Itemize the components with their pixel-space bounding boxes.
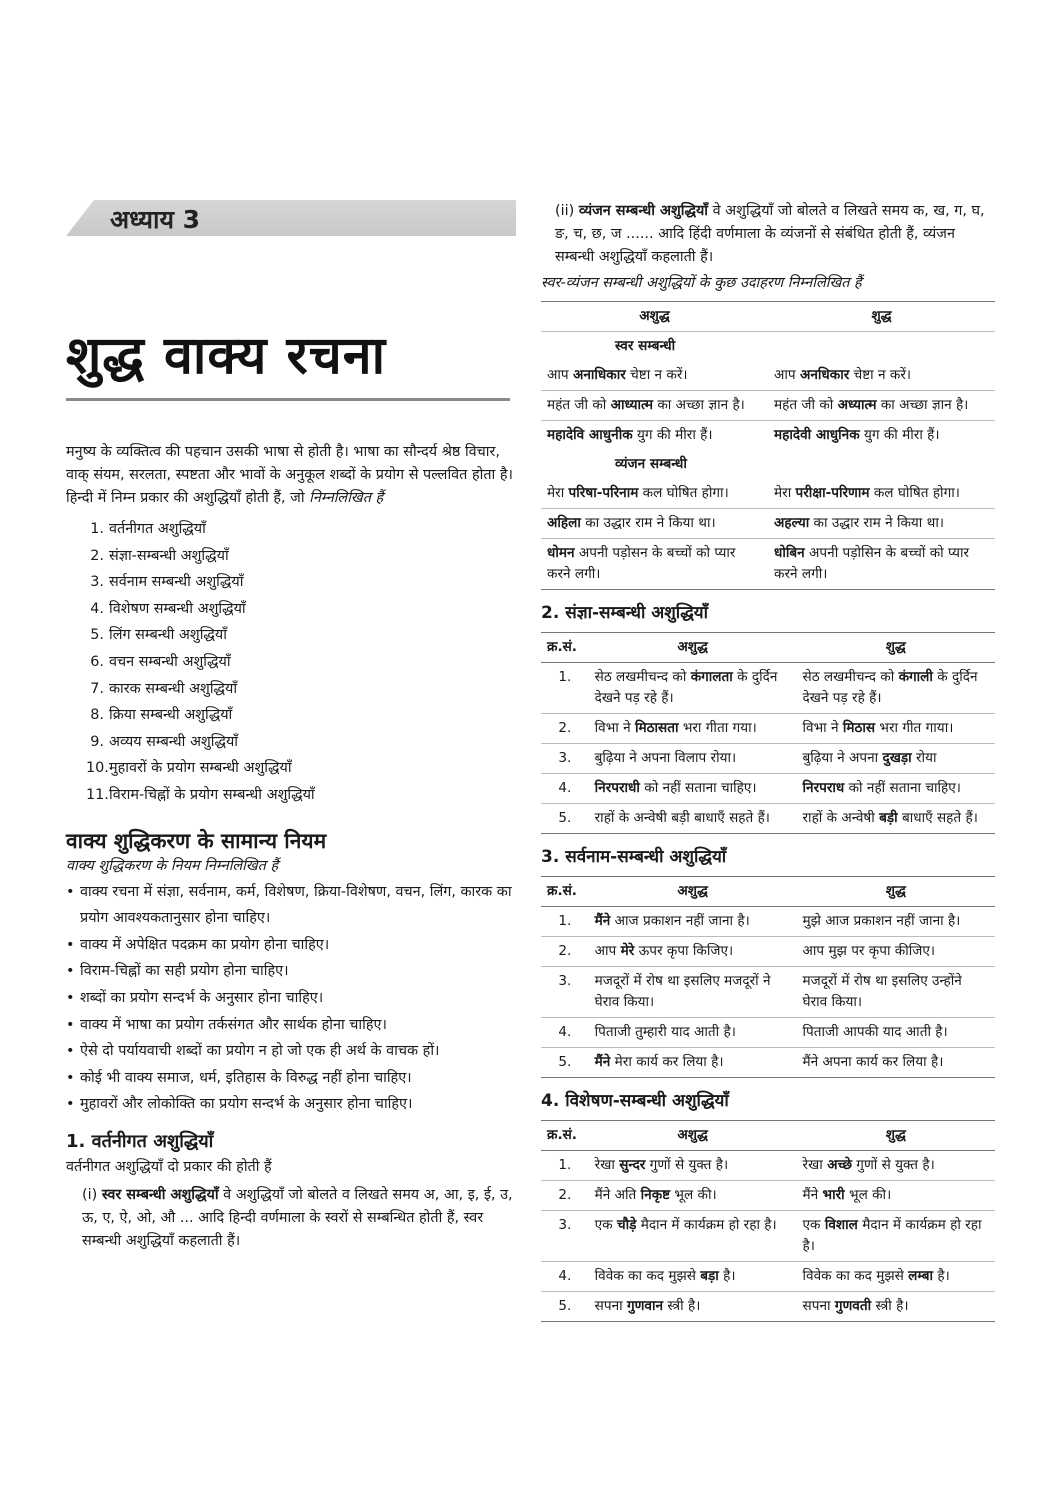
column-header: क्र.सं.	[547, 883, 577, 899]
table-row	[541, 967, 995, 1018]
title-divider	[66, 398, 510, 401]
highlighted-word: बड़ा	[700, 1268, 719, 1284]
wrong-cell: राहों के अन्वेषी बड़ी बाधाएँ सहते हैं।	[594, 810, 770, 826]
table-row	[541, 774, 995, 804]
row-number: 1.	[558, 669, 572, 685]
row-number: 2.	[558, 1187, 572, 1203]
highlighted-word: अनाधिकार	[572, 367, 626, 383]
table-header	[541, 302, 995, 332]
list-item: • मुहावरों और लोकोक्ति का प्रयोग सन्दर्भ के अनुसार होना चाहिए।	[66, 1091, 516, 1118]
table-row	[541, 1048, 995, 1078]
highlighted-word: निरपराध	[802, 780, 845, 796]
highlighted-word: विशाल	[824, 1217, 858, 1233]
correct-cell: एक विशाल मैदान में कार्यक्रम हो रहा है।	[802, 1217, 982, 1254]
list-item: • शब्दों का प्रयोग सन्दर्भ के अनुसार होना चाहिए।	[66, 985, 516, 1012]
list-item: • विराम-चिह्नों का सही प्रयोग होना चाहिए।	[66, 958, 516, 985]
correct-cell: मुझे आज प्रकाशन नहीं जाना है।	[802, 913, 961, 929]
correct-cell: आप अनधिकार चेष्टा न करें।	[774, 367, 912, 383]
row-number: 3.	[558, 973, 572, 989]
highlighted-word: सुन्दर	[619, 1157, 646, 1173]
column-header: क्र.सं.	[547, 639, 577, 655]
column-header: क्र.सं.	[547, 1127, 577, 1143]
wrong-cell: मैंने मेरा कार्य कर लिया है।	[594, 1054, 724, 1070]
item-label: (i)	[82, 1186, 98, 1203]
correct-cell: आप मुझ पर कृपा कीजिए।	[802, 943, 936, 959]
wrong-cell: पिताजी तुम्हारी याद आती है।	[594, 1024, 736, 1040]
wrong-cell: सपना गुणवान स्त्री है।	[594, 1298, 701, 1314]
correct-cell: अहल्या का उद्धार राम ने किया था।	[774, 515, 944, 531]
item-label: (ii)	[555, 203, 575, 219]
highlighted-word: निरपराधी	[594, 780, 640, 796]
correct-cell: मैंने भारी भूल की।	[802, 1187, 892, 1203]
section-heading: 4. विशेषण-सम्बन्धी अशुद्धियाँ	[541, 1091, 729, 1111]
wrong-cell: सेठ लखमीचन्द को कंगालता के दुर्दिन देखने पड़ रहे हैं।	[594, 669, 778, 706]
table-row	[541, 663, 995, 714]
item-term: व्यंजन सम्बन्धी अशुद्धियाँ	[578, 203, 709, 219]
table-row	[541, 391, 995, 421]
correct-cell: सेठ लखमीचन्द को कंगाली के दुर्दिन देखने पड़ रहे हैं।	[802, 669, 978, 706]
consonant-errors-definition	[541, 200, 995, 269]
item-term: स्वर सम्बन्धी अशुद्धियाँ	[101, 1186, 219, 1203]
intro-text: मनुष्य के व्यक्तित्व की पहचान उसकी भाषा से होती है। भाषा का सौन्दर्य श्रेष्ठ विचार, वाक् संयम, सरलता, स्पष्टता और भावों के अनुकूल शब्दों के प्रयोग से पल्लवित होता है। हिन्दी में निम्न प्रकार की अशुद्धियाँ होती हैं, जो	[66, 444, 513, 506]
correct-cell: मेरा परीक्षा-परिणाम कल घोषित होगा।	[774, 485, 960, 501]
table-row	[541, 744, 995, 774]
table-row	[541, 539, 995, 590]
highlighted-word: अध्यात्म	[837, 397, 877, 413]
table-subheader	[541, 332, 995, 362]
wrong-cell: मेरा परिषा-परिनाम कल घोषित होगा।	[547, 485, 729, 501]
wrong-cell: आप मेरे ऊपर कृपा किजिए।	[594, 943, 734, 959]
list-item: 9. अव्यय सम्बन्धी अशुद्धियाँ	[90, 733, 239, 750]
wrong-cell: आप अनाधिकार चेष्टा न करें।	[547, 367, 688, 383]
chapter-label: अध्याय 3	[110, 205, 201, 234]
highlighted-word: भारी	[822, 1187, 845, 1203]
row-number: 4.	[558, 1024, 572, 1040]
list-item: • वाक्य में भाषा का प्रयोग तर्कसंगत और सार्थक होना चाहिए।	[66, 1012, 516, 1039]
list-item: 6. वचन सम्बन्धी अशुद्धियाँ	[90, 653, 231, 670]
list-item: 2. संज्ञा-सम्बन्धी अशुद्धियाँ	[90, 547, 229, 564]
list-item: 4. विशेषण सम्बन्धी अशुद्धियाँ	[90, 600, 246, 617]
wrong-cell: एक चौड़े मैदान में कार्यक्रम हो रहा है।	[594, 1217, 777, 1233]
correct-cell: धोबिन अपनी पड़ोसिन के बच्चों को प्यार करने लगी।	[774, 545, 970, 582]
wrong-cell: मजदूरों में रोष था इसलिए मजदूरों ने घेराव किया।	[594, 973, 771, 1010]
table-row	[541, 1211, 995, 1262]
wrong-cell: विवेक का कद मुझसे बड़ा है।	[594, 1268, 736, 1284]
table-row	[541, 907, 995, 937]
row-number: 1.	[558, 1157, 572, 1173]
item-text: वे अशुद्धियाँ जो बोलते व लिखते समय अ, आ, इ, ई, उ, ऊ, ए, ऐ, ओ, औ ... आदि हिन्दी वर्णमाला के स्वरों से सम्बन्धित होती हैं, स्वर सम्बन्धी अशुद्धियाँ कहलाती हैं।	[82, 1186, 513, 1249]
highlighted-word: कंगालता	[690, 669, 733, 685]
column-header: अशुद्ध	[639, 308, 670, 324]
wrong-cell: विभा ने मिठासता भरा गीता गया।	[594, 720, 757, 736]
section-subheading: वर्तनीगत अशुद्धियाँ दो प्रकार की होती हैं	[66, 1158, 272, 1175]
wrong-cell: निरपराधी को नहीं सताना चाहिए।	[594, 780, 757, 796]
column-header: अशुद्ध	[677, 883, 708, 899]
list-item: 7. कारक सम्बन्धी अशुद्धियाँ	[90, 680, 238, 697]
correct-cell: महादेवी आधुनिक युग की मीरा हैं।	[774, 427, 940, 443]
spelling-errors-table	[541, 301, 995, 590]
list-item: 10.मुहावरों के प्रयोग सम्बन्धी अशुद्धियाँ	[86, 760, 292, 777]
highlighted-word: बड़ी	[879, 810, 898, 826]
table-row	[541, 361, 995, 391]
row-number: 3.	[558, 750, 572, 766]
wrong-cell: मैंने अति निकृष्ट भूल की।	[594, 1187, 717, 1203]
examples-intro: स्वर-व्यंजन सम्बन्धी अशुद्धियों के कुछ उदाहरण निम्नलिखित हैं	[541, 275, 862, 291]
table-row	[541, 1181, 995, 1211]
adjective-errors-table	[541, 1120, 995, 1322]
wrong-cell: महंत जी को आध्यात्म का अच्छा ज्ञान है।	[547, 397, 745, 413]
section-heading: 1. वर्तनीगत अशुद्धियाँ	[66, 1130, 214, 1152]
list-item: • वाक्य रचना में संज्ञा, सर्वनाम, कर्म, विशेषण, क्रिया-विशेषण, वचन, लिंग, कारक का प्रयोग आवश्यकतानुसार होना चाहिए।	[66, 879, 516, 932]
table-row	[541, 804, 995, 834]
column-header: शुद्ध	[885, 639, 906, 655]
table-row	[541, 1151, 995, 1181]
pronoun-errors-table	[541, 876, 995, 1078]
noun-errors-table	[541, 632, 995, 834]
wrong-cell: रेखा सुन्दर गुणों से युक्त है।	[594, 1157, 729, 1173]
highlighted-word: गुणवान	[626, 1298, 664, 1314]
highlighted-word: अहिला	[547, 515, 581, 531]
rules-subheading: वाक्य शुद्धिकरण के नियम निम्नलिखित हैं	[66, 857, 279, 874]
table-row	[541, 1018, 995, 1048]
wrong-cell: मैंने आज प्रकाशन नहीं जाना है।	[594, 913, 750, 929]
rules-list	[66, 879, 516, 1118]
highlighted-word: परीक्षा-परिणाम	[795, 485, 870, 501]
highlighted-word: मैंने	[594, 1054, 611, 1070]
highlighted-word: अहल्या	[774, 515, 810, 531]
highlighted-word: निकृष्ट	[640, 1187, 671, 1203]
highlighted-word: अनधिकार	[799, 367, 850, 383]
highlighted-word: आध्यात्म	[610, 397, 653, 413]
highlighted-word: धोबिन	[774, 545, 805, 561]
section-heading: 2. संज्ञा-सम्बन्धी अशुद्धियाँ	[541, 603, 709, 623]
table-row	[541, 714, 995, 744]
list-item: 5. लिंग सम्बन्धी अशुद्धियाँ	[90, 627, 227, 644]
highlighted-word: मेरे	[620, 943, 635, 959]
highlighted-word: दुखड़ा	[882, 750, 912, 766]
correct-cell: पिताजी आपकी याद आती है।	[802, 1024, 948, 1040]
row-number: 4.	[558, 780, 572, 796]
row-number: 5.	[558, 810, 572, 826]
chapter-title: शुद्ध वाक्य रचना	[66, 326, 387, 386]
highlighted-word: चौड़े	[616, 1217, 637, 1233]
list-item: 8. क्रिया सम्बन्धी अशुद्धियाँ	[90, 707, 233, 724]
banner-notch	[66, 200, 94, 236]
vowel-errors-definition	[66, 1184, 516, 1253]
rules-heading: वाक्य शुद्धिकरण के सामान्य नियम	[66, 828, 327, 853]
highlighted-word: गुणवती	[834, 1298, 872, 1314]
table-header	[541, 1121, 995, 1151]
list-item: • वाक्य में अपेक्षित पदक्रम का प्रयोग होना चाहिए।	[66, 932, 516, 959]
column-header: अशुद्ध	[677, 639, 708, 655]
column-header: शुद्ध	[885, 883, 906, 899]
column-header: अशुद्ध	[677, 1127, 708, 1143]
correct-cell: मजदूरों में रोष था इसलिए उन्होंने घेराव किया।	[802, 973, 962, 1010]
row-number: 4.	[558, 1268, 572, 1284]
row-number: 2.	[558, 943, 572, 959]
list-item: 11.विराम-चिह्नों के प्रयोग सम्बन्धी अशुद्धियाँ	[86, 786, 315, 803]
section-heading: 3. सर्वनाम-सम्बन्धी अशुद्धियाँ	[541, 847, 727, 867]
row-number: 5.	[558, 1298, 572, 1314]
table-row	[541, 509, 995, 539]
highlighted-word: मिठास	[842, 720, 876, 736]
row-number: 2.	[558, 720, 572, 736]
highlighted-word: परिषा-परिनाम	[568, 485, 639, 501]
table-row	[541, 479, 995, 509]
wrong-cell: महादेवि आधुनीक युग की मीरा हैं।	[547, 427, 713, 443]
correct-cell: सपना गुणवती स्त्री है।	[802, 1298, 909, 1314]
highlighted-word: धोमन	[547, 545, 575, 561]
wrong-cell: बुढ़िया ने अपना विलाप रोया।	[594, 750, 737, 766]
correct-cell: विवेक का कद मुझसे लम्बा है।	[802, 1268, 950, 1284]
right-column	[541, 200, 995, 1322]
table-row	[541, 421, 995, 451]
table-row	[541, 1292, 995, 1322]
column-header: शुद्ध	[871, 308, 892, 324]
table-header	[541, 633, 995, 663]
row-number: 5.	[558, 1054, 572, 1070]
left-column	[66, 200, 516, 1253]
highlighted-word: मिठासता	[634, 720, 679, 736]
correct-cell: महंत जी को अध्यात्म का अच्छा ज्ञान है।	[774, 397, 969, 413]
list-item: 1. वर्तनीगत अशुद्धियाँ	[90, 521, 206, 537]
table-row	[541, 937, 995, 967]
item-text: वे अशुद्धियाँ जो बोलते व लिखते समय क, ख, ग, घ, ङ, च, छ, ज ...... आदि हिंदी वर्णमाला के व्यंजनों से संबंधित होती हैं, व्यंजन सम्बन्धी अशुद्धियाँ कहलाती हैं।	[555, 203, 985, 265]
highlighted-word: लम्बा	[908, 1268, 934, 1284]
list-item: • ऐसे दो पर्यायवाची शब्दों का प्रयोग न हो जो एक ही अर्थ के वाचक हों।	[66, 1038, 516, 1065]
correct-cell: मैंने अपना कार्य कर लिया है।	[802, 1054, 944, 1070]
highlighted-word: कंगाली	[898, 669, 933, 685]
table-subheader	[541, 450, 995, 479]
row-number: 3.	[558, 1217, 572, 1233]
intro-italic: निम्नलिखित हैं	[309, 490, 384, 506]
correct-cell: राहों के अन्वेषी बड़ी बाधाएँ सहते हैं।	[802, 810, 978, 826]
correct-cell: विभा ने मिठास भरा गीत गाया।	[802, 720, 954, 736]
list-item: 3. सर्वनाम सम्बन्धी अशुद्धियाँ	[90, 574, 244, 591]
row-number: 1.	[558, 913, 572, 929]
list-item: • कोई भी वाक्य समाज, धर्म, इतिहास के विरुद्ध नहीं होना चाहिए।	[66, 1065, 516, 1092]
highlighted-word: अच्छे	[827, 1157, 852, 1173]
column-header: शुद्ध	[885, 1127, 906, 1143]
wrong-cell: धोमन अपनी पड़ोसन के बच्चों को प्यार करने लगी।	[547, 545, 736, 582]
wrong-cell: अहिला का उद्धार राम ने किया था।	[547, 515, 716, 531]
intro-paragraph	[66, 441, 516, 510]
subgroup-label: व्यंजन सम्बन्धी	[615, 456, 687, 472]
chapter-banner	[66, 200, 516, 236]
table-row	[541, 1262, 995, 1292]
highlighted-word: महादेवी आधुनिक	[774, 427, 860, 443]
table-header	[541, 877, 995, 907]
correct-cell: बुढ़िया ने अपना दुखड़ा रोया	[802, 750, 937, 766]
highlighted-word: महादेवि आधुनीक	[547, 427, 633, 443]
error-types-list	[66, 516, 516, 809]
subgroup-label: स्वर सम्बन्धी	[615, 338, 676, 354]
correct-cell: रेखा अच्छे गुणों से युक्त है।	[802, 1157, 935, 1173]
highlighted-word: मैंने	[594, 913, 611, 929]
correct-cell: निरपराध को नहीं सताना चाहिए।	[802, 780, 961, 796]
